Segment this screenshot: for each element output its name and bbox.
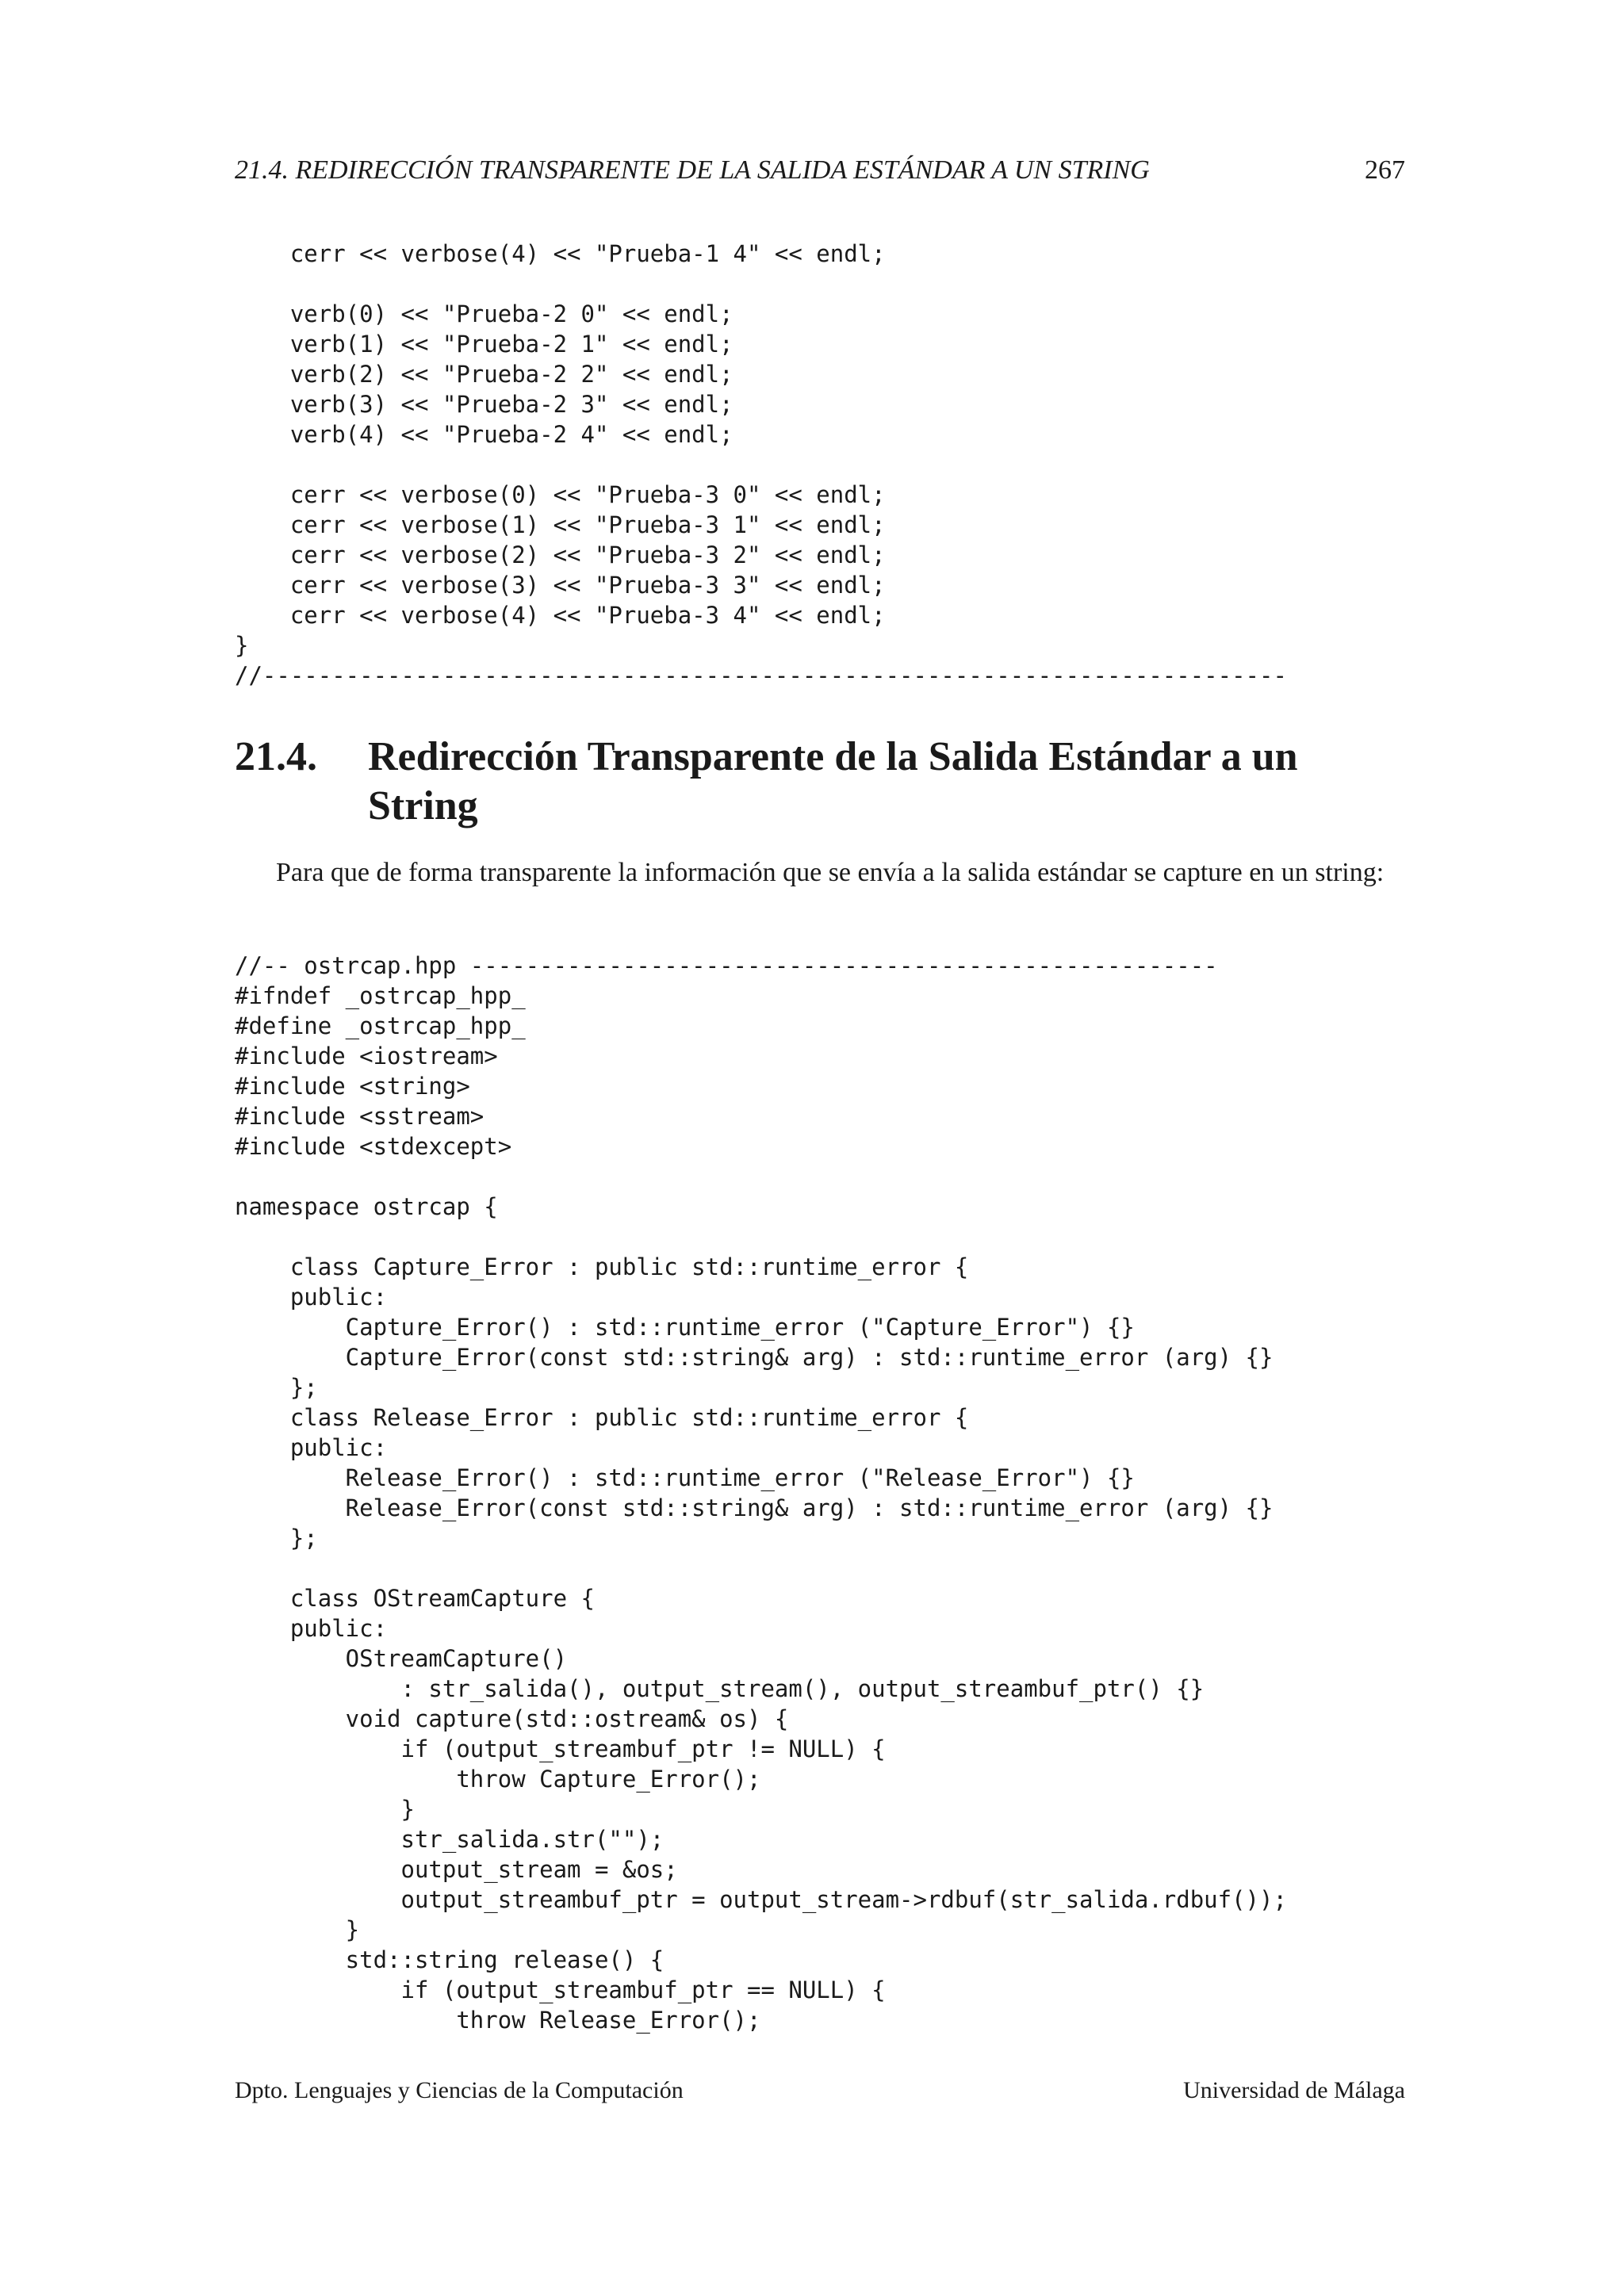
code-line: class Capture_Error : public std::runtime_error { bbox=[235, 1253, 969, 1280]
running-header bbox=[235, 155, 1405, 186]
code-line: Release_Error(const std::string& arg) : std::runtime_error (arg) {} bbox=[235, 1494, 1274, 1521]
code-line: if (output_streambuf_ptr != NULL) { bbox=[235, 1735, 886, 1762]
code-line: throw Release_Error(); bbox=[235, 2007, 761, 2034]
code-line: cerr << verbose(1) << "Prueba-3 1" << endl; bbox=[235, 511, 886, 538]
code-line: verb(0) << "Prueba-2 0" << endl; bbox=[235, 300, 733, 327]
code-line: } bbox=[235, 632, 249, 659]
code-line: cerr << verbose(0) << "Prueba-3 0" << endl; bbox=[235, 481, 886, 508]
code-line bbox=[235, 1222, 1287, 1252]
code-line bbox=[235, 1161, 1287, 1192]
code-line: #define _ostrcap_hpp_ bbox=[235, 1012, 526, 1039]
code-line: #include <sstream> bbox=[235, 1103, 485, 1130]
footer-university: Universidad de Málaga bbox=[1183, 2077, 1405, 2103]
code-line: #include <string> bbox=[235, 1073, 470, 1100]
code-line: Capture_Error() : std::runtime_error ("Capture_Error") {} bbox=[235, 1314, 1135, 1341]
code-line: public: bbox=[235, 1284, 388, 1311]
running-footer bbox=[235, 2077, 1405, 2104]
code-line: cerr << verbose(4) << "Prueba-3 4" << endl; bbox=[235, 602, 886, 629]
code-line: #include <iostream> bbox=[235, 1043, 498, 1070]
code-line: verb(4) << "Prueba-2 4" << endl; bbox=[235, 421, 733, 448]
code-line: std::string release() { bbox=[235, 1946, 665, 1973]
code-line bbox=[235, 269, 1287, 299]
code-listing-bottom bbox=[235, 951, 1287, 2035]
code-line: class OStreamCapture { bbox=[235, 1585, 595, 1612]
code-line: output_streambuf_ptr = output_stream->rdbuf(str_salida.rdbuf()); bbox=[235, 1886, 1287, 1913]
code-line: #include <stdexcept> bbox=[235, 1133, 512, 1160]
code-line: }; bbox=[235, 1374, 318, 1401]
code-line: void capture(std::ostream& os) { bbox=[235, 1705, 789, 1732]
code-line: } bbox=[235, 1916, 360, 1943]
page-number: 267 bbox=[1365, 155, 1405, 185]
code-line: verb(3) << "Prueba-2 3" << endl; bbox=[235, 391, 733, 418]
code-line: verb(1) << "Prueba-2 1" << endl; bbox=[235, 331, 733, 358]
code-line: class Release_Error : public std::runtime_error { bbox=[235, 1404, 969, 1431]
code-line: OStreamCapture() bbox=[235, 1645, 568, 1672]
code-line: str_salida.str(""); bbox=[235, 1826, 665, 1853]
code-line: #ifndef _ostrcap_hpp_ bbox=[235, 982, 526, 1009]
code-line: cerr << verbose(2) << "Prueba-3 2" << endl; bbox=[235, 541, 886, 568]
code-line: : str_salida(), output_stream(), output_streambuf_ptr() {} bbox=[235, 1675, 1205, 1702]
code-line: public: bbox=[235, 1434, 388, 1461]
code-listing-top bbox=[235, 239, 1287, 691]
footer-department: Dpto. Lenguajes y Ciencias de la Computación bbox=[235, 2077, 684, 2103]
code-line: namespace ostrcap { bbox=[235, 1193, 498, 1220]
code-line: Release_Error() : std::runtime_error ("Release_Error") {} bbox=[235, 1464, 1135, 1491]
code-line bbox=[235, 1553, 1287, 1583]
code-line: throw Capture_Error(); bbox=[235, 1766, 761, 1793]
code-line bbox=[235, 450, 1287, 480]
code-line: } bbox=[235, 1796, 415, 1823]
section-title: Redirección Transparente de la Salida Estándar a un String bbox=[368, 734, 1298, 828]
code-line: output_stream = &os; bbox=[235, 1856, 678, 1883]
section-number: 21.4. bbox=[235, 734, 317, 779]
code-line: }; bbox=[235, 1525, 318, 1552]
code-line: //-- ostrcap.hpp ------------------------------------------------------ bbox=[235, 952, 1218, 979]
code-line: cerr << verbose(3) << "Prueba-3 3" << endl; bbox=[235, 572, 886, 599]
code-line: if (output_streambuf_ptr == NULL) { bbox=[235, 1976, 886, 2003]
code-line: //-------------------------------------------------------------------------- bbox=[235, 662, 1287, 689]
code-line: cerr << verbose(4) << "Prueba-1 4" << endl; bbox=[235, 240, 886, 267]
code-line: verb(2) << "Prueba-2 2" << endl; bbox=[235, 361, 733, 388]
running-header-title: 21.4. REDIRECCIÓN TRANSPARENTE DE LA SALIDA ESTÁNDAR A UN STRING bbox=[235, 155, 1150, 185]
body-paragraph: Para que de forma transparente la información que se envía a la salida estándar se capture en un string: bbox=[276, 858, 1385, 887]
section-heading bbox=[235, 733, 1405, 831]
code-line: Capture_Error(const std::string& arg) : std::runtime_error (arg) {} bbox=[235, 1344, 1274, 1371]
code-line: public: bbox=[235, 1615, 388, 1642]
